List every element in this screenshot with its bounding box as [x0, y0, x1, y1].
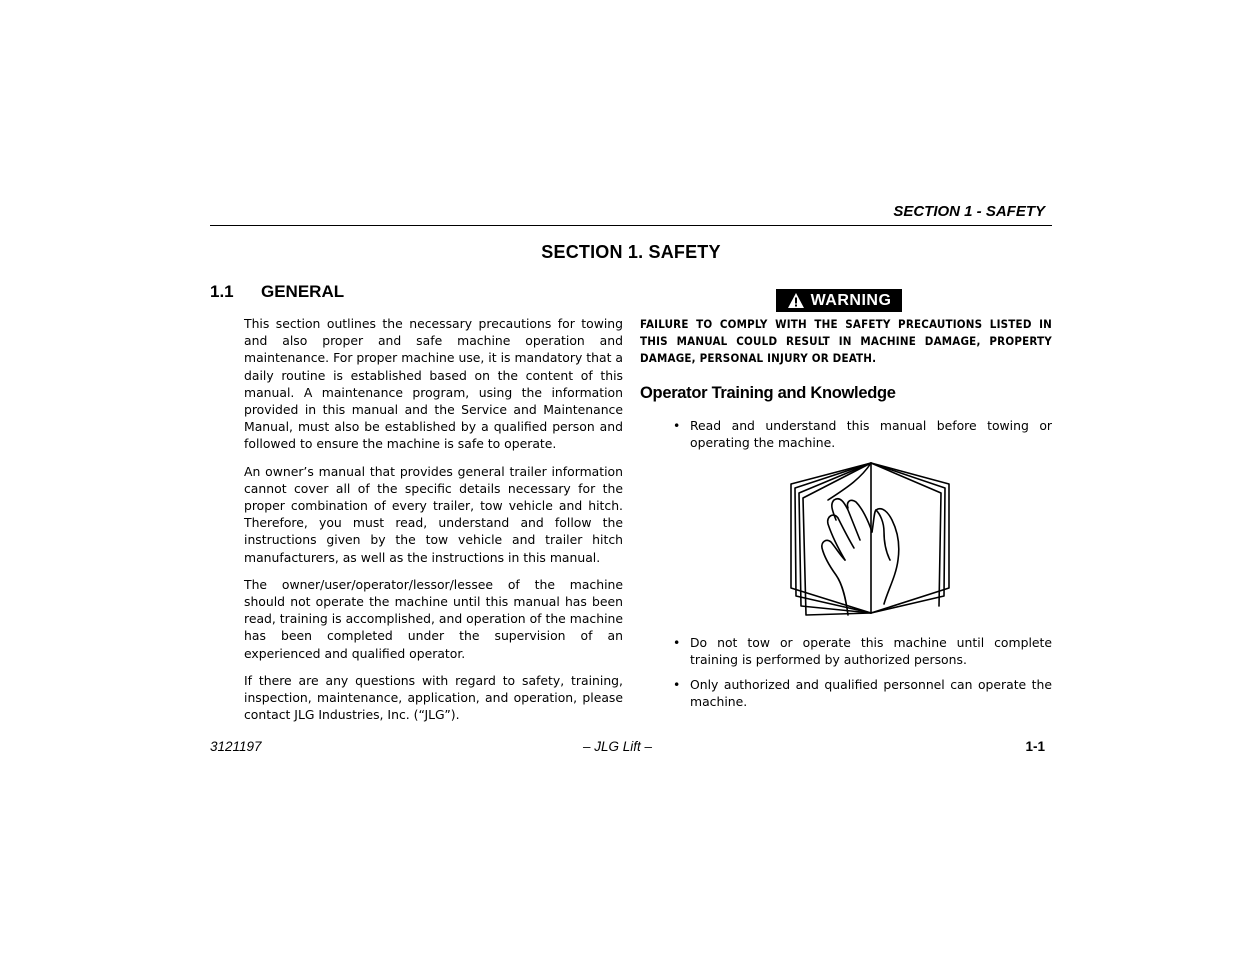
list-item-text: Do not tow or operate this machine until complete training is performed by authorized persons.: [690, 635, 1052, 668]
paragraph: This section outlines the necessary precautions for towing and also proper and safe machine operation and maintenance. For proper machine use, it is mandatory that a daily routine is established based on the content of this manual. A maintenance program, using the information provided in this manual and the Service and Maintenance Manual, must also be established by a qualified person and followed to ensure the machine is safe to operate.: [244, 316, 623, 452]
section-heading: [210, 282, 344, 302]
page-title: SECTION 1. SAFETY: [541, 242, 721, 262]
operator-training-heading: Operator Training and Knowledge: [640, 384, 896, 402]
list-item-text: Only authorized and qualified personnel can operate the machine.: [690, 677, 1052, 710]
warning-text: FAILURE TO COMPLY WITH THE SAFETY PRECAUTIONS LISTED IN THIS MANUAL COULD RESULT IN MACHINE DAMAGE, PROPERTY DAMAGE, PERSONAL INJURY OR DEATH.: [640, 317, 1052, 366]
page-number: 1-1: [1025, 739, 1045, 754]
list-item: [640, 634, 1052, 668]
header-rule: [210, 225, 1052, 226]
hand-reading-book-icon: [788, 460, 952, 616]
bullet-icon: •: [673, 418, 681, 433]
paragraph: If there are any questions with regard to safety, training, inspection, maintenance, application, and operation, please contact JLG Industries, Inc. (“JLG”).: [244, 672, 623, 723]
list-item: [640, 676, 1052, 710]
bullet-icon: •: [673, 635, 681, 650]
general-text-column: [244, 315, 623, 733]
list-item-text: Read and understand this manual before towing or operating the machine.: [690, 418, 1052, 451]
bullet-icon: •: [673, 677, 681, 692]
paragraph: The owner/user/operator/lessor/lessee of the machine should not operate the machine until this manual has been read, training is accomplished, and operation of the machine has been completed under the supervision of an experienced and qualified operator.: [244, 576, 623, 661]
running-header: SECTION 1 - SAFETY: [893, 203, 1045, 220]
warning-triangle-icon: [787, 292, 805, 309]
list-item: [640, 417, 1052, 451]
section-title: GENERAL: [261, 282, 345, 301]
warning-badge: [776, 289, 902, 312]
document-number: 3121197: [210, 739, 262, 754]
warning-label: WARNING: [810, 291, 892, 309]
footer-center: – JLG Lift –: [582, 739, 653, 754]
paragraph: An owner’s manual that provides general trailer information cannot cover all of the specific details necessary for the proper combination of every trailer, tow vehicle and hitch. Therefore, you must read, understand and follow the instructions given by the tow vehicle and trailer hitch manufacturers, as well as the instructions in this manual.: [244, 463, 623, 565]
section-number: 1.1: [210, 282, 234, 301]
